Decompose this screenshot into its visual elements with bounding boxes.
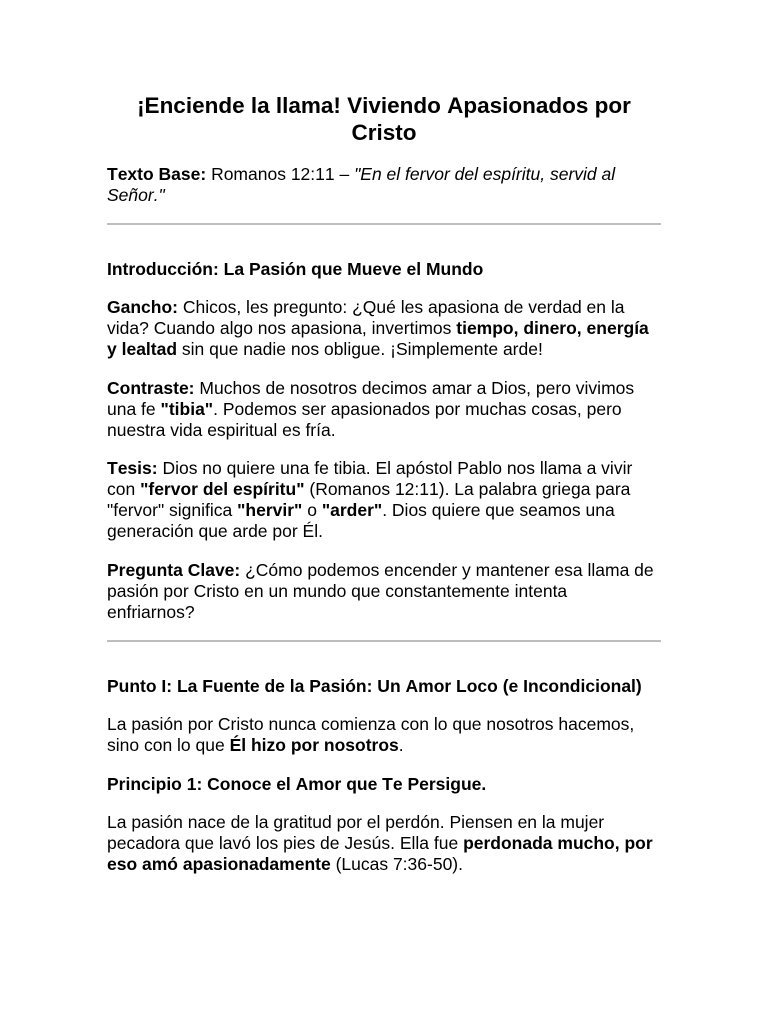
document-title: ¡Enciende la llama! Viviendo Apasionados por Cristo <box>137 93 631 145</box>
contrast-paragraph <box>107 378 658 441</box>
hook-paragraph <box>107 297 658 360</box>
contrast-text-end: . Podemos ser apasionados por muchas cosas, pero nuestra vida espiritual es fría. <box>107 398 622 440</box>
key-question-text: ¿Cómo podemos encender y mantener esa llama de pasión por Cristo en un mundo que constantemente intenta enfriarnos? <box>107 559 654 622</box>
base-text-reference: Romanos 12:11 – <box>206 163 355 184</box>
thesis-text: (Romanos 12:11). La palabra griega para "fervor" significa <box>107 479 631 520</box>
base-text <box>107 164 658 206</box>
key-question-paragraph <box>107 560 658 623</box>
thesis-text: o <box>302 500 322 520</box>
thesis-paragraph <box>107 458 658 542</box>
principle-1-text: La pasión nace de la gratitud por el perdón. Piensen en la mujer pecadora que lavó los pies de Jesús. Ella fue <box>107 812 605 853</box>
point-1-intro-emphasis: Él hizo por nosotros <box>229 735 399 755</box>
document-content <box>107 92 658 875</box>
principle-1-paragraph <box>107 812 658 875</box>
key-question-label: Pregunta Clave: <box>107 559 241 580</box>
section-divider <box>107 640 661 642</box>
thesis-label: Tesis: <box>107 458 158 478</box>
hook-emphasis: tiempo, dinero, energía y lealtad <box>107 318 649 359</box>
thesis-emphasis: "fervor del espíritu" <box>140 479 305 499</box>
contrast-emphasis: "tibia" <box>160 398 214 419</box>
point-1-intro-text-end: . <box>398 735 404 755</box>
principle-1-heading: Principio 1: Conoce el Amor que Te Persigue. <box>107 773 487 794</box>
introduction-heading: Introducción: La Pasión que Mueve el Mundo <box>107 258 484 279</box>
hook-text: Chicos, les pregunto: ¿Qué les apasiona de verdad en la vida? Cuando algo nos apasiona, invertimos <box>107 297 625 338</box>
contrast-text: Muchos de nosotros decimos amar a Dios, pero vivimos una fe <box>107 377 635 419</box>
contrast-label: Contraste: <box>107 377 195 398</box>
principle-1-text-end: (Lucas 7:36-50). <box>330 854 463 874</box>
base-text-quote: "En el fervor del espíritu, servid al Señor." <box>107 163 616 205</box>
principle-1-emphasis: perdonada mucho, por eso amó apasionadamente <box>107 833 653 874</box>
thesis-emphasis: "arder" <box>321 500 383 520</box>
hook-text-end: sin que nadie nos obligue. ¡Simplemente arde! <box>177 339 543 359</box>
base-text-label: Texto Base: <box>107 163 207 184</box>
section-divider <box>107 223 661 225</box>
thesis-text: . Dios quiere que seamos una generación que arde por Él. <box>107 500 615 541</box>
thesis-emphasis: "hervir" <box>237 500 303 520</box>
thesis-text: Dios no quiere una fe tibia. El apóstol Pablo nos llama a vivir con <box>107 458 633 499</box>
point-1-heading: Punto I: La Fuente de la Pasión: Un Amor Loco (e Incondicional) <box>107 675 642 696</box>
point-1-intro-paragraph <box>107 714 658 756</box>
hook-label: Gancho: <box>107 297 178 317</box>
point-1-intro-text: La pasión por Cristo nunca comienza con lo que nosotros hacemos, sino con lo que <box>107 714 635 755</box>
